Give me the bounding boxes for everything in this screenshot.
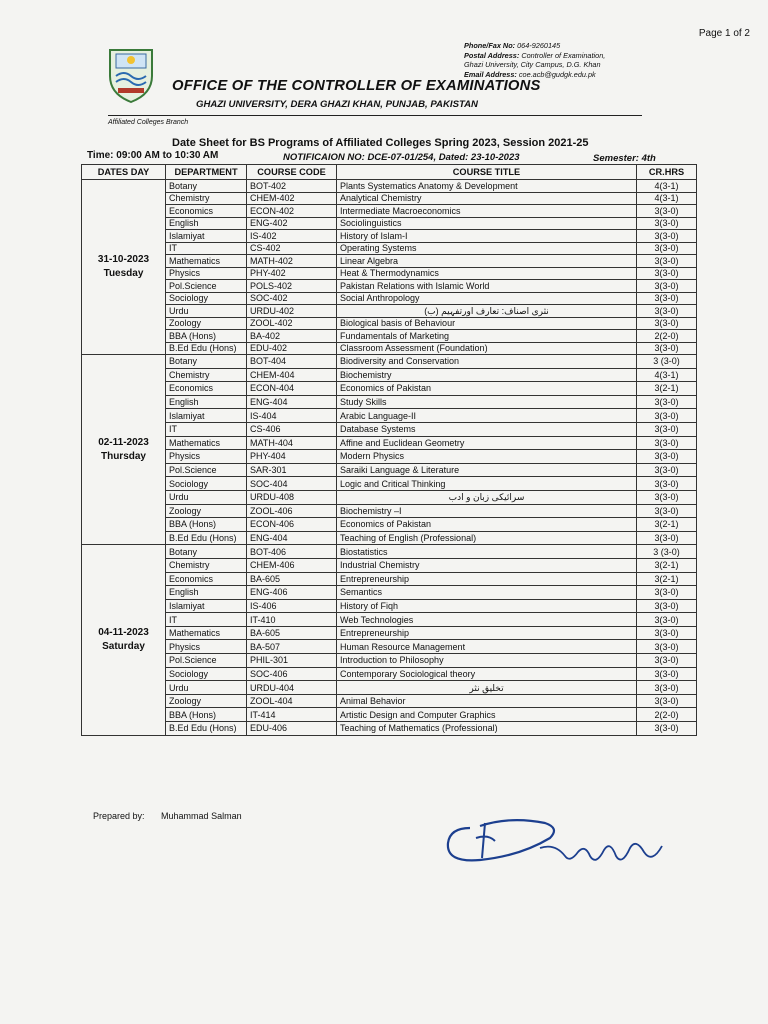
table-row xyxy=(82,422,697,436)
table-row xyxy=(82,230,697,243)
table-row xyxy=(82,355,697,369)
course-title-cell: Semantics xyxy=(337,586,637,600)
table-row xyxy=(82,531,697,545)
course-title-cell: Sociolinguistics xyxy=(337,217,637,230)
table-row xyxy=(82,409,697,423)
course-code-cell: ZOOL-406 xyxy=(247,504,337,518)
credit-hours-cell: 3(3-0) xyxy=(637,342,697,355)
exam-date-cell xyxy=(82,545,166,735)
header-divider xyxy=(108,115,642,116)
course-code-cell: ENG-404 xyxy=(247,531,337,545)
table-row xyxy=(82,518,697,532)
course-title-cell: Affine and Euclidean Geometry xyxy=(337,436,637,450)
department-cell: Chemistry xyxy=(166,368,247,382)
department-cell: Physics xyxy=(166,267,247,280)
course-code-cell: IT-410 xyxy=(247,613,337,627)
department-cell: Pol.Science xyxy=(166,654,247,668)
department-cell: Sociology xyxy=(166,667,247,681)
table-row xyxy=(82,242,697,255)
department-cell: B.Ed Edu (Hons) xyxy=(166,722,247,736)
table-row xyxy=(82,382,697,396)
table-row xyxy=(82,545,697,559)
table-row xyxy=(82,626,697,640)
course-title-cell: Biochemistry –I xyxy=(337,504,637,518)
course-code-cell: CS-402 xyxy=(247,242,337,255)
postal-line1: Controller of Examination, xyxy=(521,50,606,60)
course-title-cell: Intermediate Macroeconomics xyxy=(337,205,637,218)
course-title-cell: Arabic Language-II xyxy=(337,409,637,423)
credit-hours-cell: 3 (3-0) xyxy=(637,545,697,559)
exam-date-cell xyxy=(82,180,166,355)
credit-hours-cell: 3(2-1) xyxy=(637,558,697,572)
course-title-cell: Teaching of Mathematics (Professional) xyxy=(337,722,637,736)
phone-value: 064-9260145 xyxy=(517,41,561,50)
credit-hours-cell: 3(3-0) xyxy=(637,255,697,268)
postal-line2: Ghazi University, City Campus, D.G. Khan xyxy=(464,60,601,70)
phone-label: Phone/Fax No: xyxy=(464,41,516,50)
table-row xyxy=(82,504,697,518)
department-cell: IT xyxy=(166,613,247,627)
credit-hours-cell: 3(3-0) xyxy=(637,205,697,218)
department-cell: Botany xyxy=(166,180,247,193)
course-title-cell: تخلیقِ نثر xyxy=(337,681,637,695)
course-title-cell: سرائیکی زبان و ادب xyxy=(337,490,637,504)
date-sheet-table xyxy=(81,164,697,736)
department-cell: Mathematics xyxy=(166,436,247,450)
table-row xyxy=(82,192,697,205)
table-row xyxy=(82,613,697,627)
credit-hours-cell: 3(3-0) xyxy=(637,436,697,450)
table-row xyxy=(82,586,697,600)
course-code-cell: SOC-402 xyxy=(247,292,337,305)
course-title-cell: History of Fiqh xyxy=(337,599,637,613)
table-row xyxy=(82,558,697,572)
course-title-cell: Social Anthropology xyxy=(337,292,637,305)
course-code-cell: ECON-404 xyxy=(247,382,337,396)
table-row xyxy=(82,667,697,681)
department-cell: Physics xyxy=(166,640,247,654)
course-title-cell: Logic and Critical Thinking xyxy=(337,477,637,491)
table-row xyxy=(82,450,697,464)
course-title-cell: Biostatistics xyxy=(337,545,637,559)
department-cell: Urdu xyxy=(166,681,247,695)
credit-hours-cell: 4(3-1) xyxy=(637,180,697,193)
credit-hours-cell: 4(3-1) xyxy=(637,192,697,205)
course-code-cell: ENG-404 xyxy=(247,395,337,409)
header-course-code: COURSE CODE xyxy=(247,165,337,180)
course-code-cell: EDU-406 xyxy=(247,722,337,736)
department-cell: Chemistry xyxy=(166,558,247,572)
email-label: Email Address: xyxy=(464,69,517,79)
course-code-cell: SOC-406 xyxy=(247,667,337,681)
branch-label: Affiliated Colleges Branch xyxy=(108,119,189,126)
course-code-cell: IS-406 xyxy=(247,599,337,613)
course-code-cell: EDU-402 xyxy=(247,342,337,355)
table-row xyxy=(82,280,697,293)
credit-hours-cell: 3(2-1) xyxy=(637,382,697,396)
department-cell: B.Ed Edu (Hons) xyxy=(166,531,247,545)
credit-hours-cell: 3(3-0) xyxy=(637,292,697,305)
course-code-cell: MATH-404 xyxy=(247,436,337,450)
credit-hours-cell: 3(3-0) xyxy=(637,490,697,504)
course-title-cell: Fundamentals of Marketing xyxy=(337,330,637,343)
course-title-cell: Industrial Chemistry xyxy=(337,558,637,572)
course-code-cell: ENG-402 xyxy=(247,217,337,230)
table-row xyxy=(82,368,697,382)
credit-hours-cell: 3(3-0) xyxy=(637,230,697,243)
department-cell: Economics xyxy=(166,382,247,396)
department-cell: IT xyxy=(166,422,247,436)
course-code-cell: BA-605 xyxy=(247,572,337,586)
course-code-cell: URDU-408 xyxy=(247,490,337,504)
signature xyxy=(440,808,670,878)
credit-hours-cell: 3(3-0) xyxy=(637,217,697,230)
department-cell: Urdu xyxy=(166,490,247,504)
course-code-cell: ECON-406 xyxy=(247,518,337,532)
credit-hours-cell: 3 (3-0) xyxy=(637,355,697,369)
credit-hours-cell: 3(2-1) xyxy=(637,572,697,586)
department-cell: Sociology xyxy=(166,477,247,491)
credit-hours-cell: 3(3-0) xyxy=(637,586,697,600)
header-course-title: COURSE TITLE xyxy=(337,165,637,180)
course-code-cell: SAR-301 xyxy=(247,463,337,477)
credit-hours-cell: 3(3-0) xyxy=(637,422,697,436)
course-code-cell: ZOOL-404 xyxy=(247,694,337,708)
credit-hours-cell: 3(3-0) xyxy=(637,409,697,423)
table-row xyxy=(82,305,697,318)
department-cell: B.Ed Edu (Hons) xyxy=(166,342,247,355)
table-row xyxy=(82,490,697,504)
credit-hours-cell: 3(3-0) xyxy=(637,267,697,280)
course-code-cell: ZOOL-402 xyxy=(247,317,337,330)
course-code-cell: SOC-404 xyxy=(247,477,337,491)
notification-number: NOTIFICAION NO: DCE-07-01/254, Dated: 23-10-2023 xyxy=(283,152,520,163)
postal-label: Postal Address: xyxy=(464,50,520,60)
table-row xyxy=(82,330,697,343)
exam-day: Tuesday xyxy=(103,268,144,279)
course-title-cell: Economics of Pakistan xyxy=(337,518,637,532)
credit-hours-cell: 3(3-0) xyxy=(637,305,697,318)
credit-hours-cell: 3(3-0) xyxy=(637,722,697,736)
credit-hours-cell: 2(2-0) xyxy=(637,708,697,722)
header-department: DEPARTMENT xyxy=(166,165,247,180)
table-row xyxy=(82,342,697,355)
department-cell: Pol.Science xyxy=(166,463,247,477)
credit-hours-cell: 3(3-0) xyxy=(637,667,697,681)
course-code-cell: BOT-402 xyxy=(247,180,337,193)
credit-hours-cell: 3(3-0) xyxy=(637,450,697,464)
department-cell: Physics xyxy=(166,450,247,464)
credit-hours-cell: 2(2-0) xyxy=(637,330,697,343)
course-code-cell: URDU-402 xyxy=(247,305,337,318)
table-row xyxy=(82,640,697,654)
course-code-cell: PHY-402 xyxy=(247,267,337,280)
course-title-cell: Heat & Thermodynamics xyxy=(337,267,637,280)
table-row xyxy=(82,205,697,218)
department-cell: Zoology xyxy=(166,504,247,518)
credit-hours-cell: 3(3-0) xyxy=(637,317,697,330)
course-title-cell: Modern Physics xyxy=(337,450,637,464)
credit-hours-cell: 3(3-0) xyxy=(637,280,697,293)
prepared-label: Prepared by: xyxy=(93,811,145,821)
course-code-cell: ECON-402 xyxy=(247,205,337,218)
department-cell: Islamiyat xyxy=(166,230,247,243)
table-row xyxy=(82,654,697,668)
credit-hours-cell: 3(3-0) xyxy=(637,242,697,255)
course-code-cell: IS-404 xyxy=(247,409,337,423)
table-row xyxy=(82,722,697,736)
course-code-cell: URDU-404 xyxy=(247,681,337,695)
department-cell: Chemistry xyxy=(166,192,247,205)
credit-hours-cell: 3(3-0) xyxy=(637,613,697,627)
course-title-cell: Classroom Assessment (Foundation) xyxy=(337,342,637,355)
department-cell: Mathematics xyxy=(166,626,247,640)
course-title-cell: Pakistan Relations with Islamic World xyxy=(337,280,637,293)
course-title-cell: History of Islam-I xyxy=(337,230,637,243)
course-title-cell: Web Technologies xyxy=(337,613,637,627)
course-code-cell: BOT-406 xyxy=(247,545,337,559)
table-row xyxy=(82,255,697,268)
table-row xyxy=(82,267,697,280)
department-cell: Economics xyxy=(166,572,247,586)
course-code-cell: MATH-402 xyxy=(247,255,337,268)
department-cell: Sociology xyxy=(166,292,247,305)
university-name: GHAZI UNIVERSITY, DERA GHAZI KHAN, PUNJAB, PAKISTAN xyxy=(196,99,478,110)
exam-date: 31-10-2023 xyxy=(97,254,150,265)
course-title-cell: Contemporary Sociological theory xyxy=(337,667,637,681)
exam-day: Thursday xyxy=(100,450,146,462)
department-cell: BBA (Hons) xyxy=(166,518,247,532)
department-cell: English xyxy=(166,586,247,600)
exam-time: Time: 09:00 AM to 10:30 AM xyxy=(87,150,219,161)
exam-date: 04-11-2023 xyxy=(98,626,149,638)
course-title-cell: Analytical Chemistry xyxy=(337,192,637,205)
page-number: Page 1 of 2 xyxy=(698,28,750,39)
course-code-cell: BA-605 xyxy=(247,626,337,640)
prepared-name: Muhammad Salman xyxy=(161,811,242,821)
email-value: coe.acb@gudgk.edu.pk xyxy=(518,69,596,79)
course-code-cell: CHEM-404 xyxy=(247,368,337,382)
table-row xyxy=(82,180,697,193)
course-title-cell: Operating Systems xyxy=(337,242,637,255)
table-row xyxy=(82,317,697,330)
semester: Semester: 4th xyxy=(593,153,656,164)
table-row xyxy=(82,436,697,450)
department-cell: Urdu xyxy=(166,305,247,318)
table-row xyxy=(82,599,697,613)
department-cell: Economics xyxy=(166,205,247,218)
department-cell: Pol.Science xyxy=(166,280,247,293)
course-title-cell: Saraiki Language & Literature xyxy=(337,463,637,477)
course-title-cell: Artistic Design and Computer Graphics xyxy=(337,708,637,722)
credit-hours-cell: 3(2-1) xyxy=(637,518,697,532)
department-cell: BBA (Hons) xyxy=(166,330,247,343)
credit-hours-cell: 3(3-0) xyxy=(637,599,697,613)
course-title-cell: Entrepreneurship xyxy=(337,572,637,586)
course-title-cell: Teaching of English (Professional) xyxy=(337,531,637,545)
office-title: OFFICE OF THE CONTROLLER OF EXAMINATIONS xyxy=(172,78,541,94)
department-cell: Botany xyxy=(166,355,247,369)
department-cell: Mathematics xyxy=(166,255,247,268)
prepared-by xyxy=(93,811,242,821)
course-title-cell: Linear Algebra xyxy=(337,255,637,268)
course-title-cell: Biodiversity and Conservation xyxy=(337,355,637,369)
course-title-cell: نثری اصناف: تعارف اورتفہیم (ب) xyxy=(337,305,637,318)
department-cell: IT xyxy=(166,242,247,255)
credit-hours-cell: 4(3-1) xyxy=(637,368,697,382)
credit-hours-cell: 3(3-0) xyxy=(637,640,697,654)
course-code-cell: IS-402 xyxy=(247,230,337,243)
course-title-cell: Introduction to Philosophy xyxy=(337,654,637,668)
course-code-cell: IT-414 xyxy=(247,708,337,722)
credit-hours-cell: 3(3-0) xyxy=(637,477,697,491)
department-cell: Islamiyat xyxy=(166,409,247,423)
table-row xyxy=(82,292,697,305)
table-row xyxy=(82,477,697,491)
table-row xyxy=(82,572,697,586)
table-row xyxy=(82,217,697,230)
course-title-cell: Plants Systematics Anatomy & Development xyxy=(337,180,637,193)
department-cell: Zoology xyxy=(166,694,247,708)
table-row xyxy=(82,681,697,695)
course-code-cell: BA-507 xyxy=(247,640,337,654)
department-cell: Zoology xyxy=(166,317,247,330)
table-header-row xyxy=(82,165,697,180)
course-code-cell: CS-406 xyxy=(247,422,337,436)
course-title-cell: Study Skills xyxy=(337,395,637,409)
course-title-cell: Entrepreneurship xyxy=(337,626,637,640)
course-code-cell: CHEM-402 xyxy=(247,192,337,205)
table-row xyxy=(82,708,697,722)
table-row xyxy=(82,463,697,477)
course-code-cell: BA-402 xyxy=(247,330,337,343)
course-title-cell: Economics of Pakistan xyxy=(337,382,637,396)
credit-hours-cell: 3(3-0) xyxy=(637,654,697,668)
course-code-cell: PHY-404 xyxy=(247,450,337,464)
sheet-title: Date Sheet for BS Programs of Affiliated Colleges Spring 2023, Session 2021-25 xyxy=(172,137,589,149)
header-dates-day: DATES DAY xyxy=(82,165,166,180)
course-code-cell: ENG-406 xyxy=(247,586,337,600)
credit-hours-cell: 3(3-0) xyxy=(637,504,697,518)
department-cell: Botany xyxy=(166,545,247,559)
credit-hours-cell: 3(3-0) xyxy=(637,626,697,640)
course-code-cell: POLS-402 xyxy=(247,280,337,293)
department-cell: BBA (Hons) xyxy=(166,708,247,722)
exam-date: 02-11-2023 xyxy=(98,436,149,448)
table-row xyxy=(82,694,697,708)
department-cell: English xyxy=(166,217,247,230)
credit-hours-cell: 3(3-0) xyxy=(637,463,697,477)
course-code-cell: BOT-404 xyxy=(247,355,337,369)
exam-date-cell xyxy=(82,355,166,545)
table-row xyxy=(82,395,697,409)
header-cr-hrs: CR.HRS xyxy=(637,165,697,180)
course-title-cell: Biological basis of Behaviour xyxy=(337,317,637,330)
course-title-cell: Biochemistry xyxy=(337,368,637,382)
exam-day: Saturday xyxy=(102,640,145,652)
department-cell: Islamiyat xyxy=(166,599,247,613)
course-title-cell: Animal Behavior xyxy=(337,694,637,708)
credit-hours-cell: 3(3-0) xyxy=(637,681,697,695)
department-cell: English xyxy=(166,395,247,409)
credit-hours-cell: 3(3-0) xyxy=(637,531,697,545)
course-code-cell: PHIL-301 xyxy=(247,654,337,668)
course-code-cell: CHEM-406 xyxy=(247,558,337,572)
university-logo xyxy=(104,46,158,104)
contact-block xyxy=(464,41,605,79)
credit-hours-cell: 3(3-0) xyxy=(637,395,697,409)
course-title-cell: Database Systems xyxy=(337,422,637,436)
course-title-cell: Human Resource Management xyxy=(337,640,637,654)
credit-hours-cell: 3(3-0) xyxy=(637,694,697,708)
